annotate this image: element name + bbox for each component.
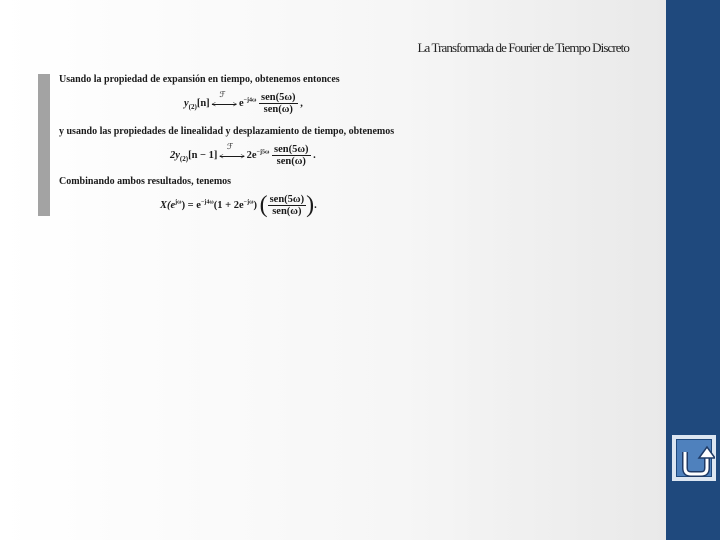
eq2-fraction — [272, 144, 311, 167]
eq1-end: , — [300, 97, 303, 109]
eq3-lhs-exp: jω — [175, 199, 182, 206]
eq3-mid: (1 + 2e — [213, 199, 244, 211]
equation-2 — [170, 141, 316, 167]
eq2-lhs-arg: [n − 1] — [188, 149, 218, 161]
eq2-denominator: sen(ω) — [276, 156, 306, 167]
eq1-rhs: e — [238, 97, 244, 109]
eq1-numerator: sen(5ω) — [261, 92, 296, 103]
transform-arrow-icon: ℱ < > — [219, 141, 246, 161]
eq1-lhs-sub: (2) — [188, 103, 197, 111]
eq2-rhs-exp: −j5ω — [256, 149, 270, 156]
eq3-exp1: −j4ω — [200, 199, 214, 206]
equation-1 — [184, 89, 303, 115]
eq2-end: . — [313, 149, 316, 161]
transform-arrow-icon: ℱ < > — [211, 89, 238, 109]
right-paren: ) — [306, 192, 315, 218]
eq3-fraction — [268, 194, 307, 217]
eq3-end: . — [314, 199, 317, 211]
scan-margin-bar — [38, 74, 50, 216]
eq1-lhs-arg: [n] — [196, 97, 210, 109]
text-line-3: Combinando ambos resultados, tenemos — [59, 176, 232, 187]
eq2-transform-symbol: ℱ — [227, 141, 234, 151]
eq1-lhs: y — [184, 97, 189, 109]
text-line-1: Usando la propiedad de expansión en tiempo, obtenemos entonces — [59, 74, 340, 85]
eq2-lhs-sub: (2) — [179, 155, 189, 163]
eq1-fraction — [259, 92, 298, 115]
slide-title: La Transformada de Fourier de Tiempo Discreto — [417, 40, 629, 55]
text-line-2: y usando las propiedades de linealidad y desplazamiento de tiempo, obtenemos — [59, 126, 395, 137]
return-button-face[interactable] — [676, 439, 712, 477]
eq2-lhs: 2y — [170, 149, 180, 161]
eq3-mid-close: ) — [253, 199, 257, 211]
eq2-numerator: sen(5ω) — [274, 144, 309, 155]
return-arrow-icon — [677, 440, 715, 480]
equation-3 — [160, 192, 317, 219]
eq3-numerator: sen(5ω) — [269, 194, 305, 205]
eq3-lhs: X(e — [160, 199, 176, 211]
left-paren: ( — [259, 192, 268, 218]
return-button[interactable] — [670, 433, 718, 483]
eq1-rhs-exp: −j4ω — [243, 97, 257, 104]
eq3-exp2: −jω — [243, 199, 254, 206]
eq3-lhs-close: ) = e — [181, 199, 201, 211]
eq1-transform-symbol: ℱ — [219, 89, 226, 99]
eq1-denominator: sen(ω) — [263, 104, 293, 115]
eq3-denominator: sen(ω) — [272, 206, 302, 217]
eq2-rhs: 2e — [246, 149, 257, 161]
